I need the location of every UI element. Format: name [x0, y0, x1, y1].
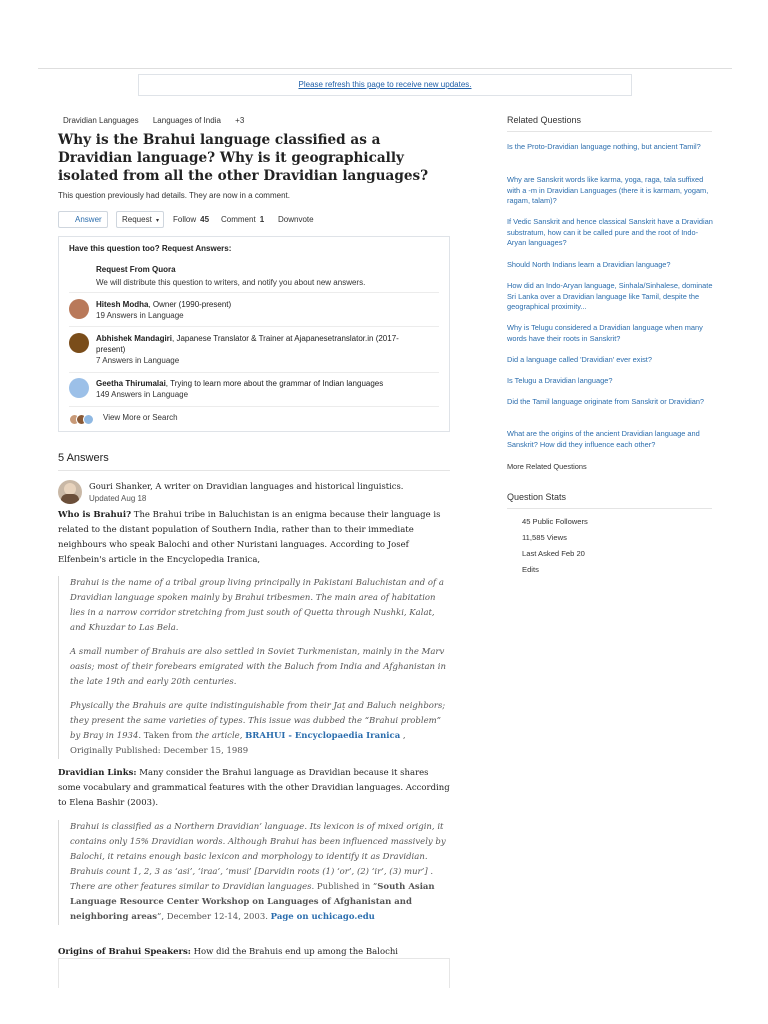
stat-last-asked: Last Asked Feb 20 — [522, 549, 585, 558]
answer-author[interactable]: Gouri Shanker, A writer on Dravidian languages and historical linguistics. — [89, 481, 404, 491]
request-from-quora-desc: We will distribute this question to writers, and notify you about new answers. — [96, 278, 366, 287]
avatar — [69, 333, 89, 353]
refresh-notice — [138, 74, 632, 96]
answer-button[interactable] — [58, 211, 108, 228]
quote-source-bold: South Asian Language Resource Center Workshop on Languages of Afghanistan and neighboring areas — [70, 882, 435, 922]
comment-button[interactable] — [221, 211, 264, 228]
avatar — [83, 414, 94, 425]
chevron-down-icon: ▾ — [156, 218, 160, 224]
related-question-link[interactable]: Is the Proto-Dravidian language nothing, but ancient Tamil? — [507, 142, 701, 151]
question-stats-heading: Question Stats — [507, 492, 567, 502]
answer-paragraph — [58, 508, 450, 568]
top-divider — [38, 68, 732, 69]
question-title: Why is the Brahui language classified as a Dravidian language? Why is it geographically isolated from all the other Dravidian languages? — [58, 132, 429, 184]
related-question-link[interactable]: Is Telugu a Dravidian language? — [507, 376, 613, 385]
answer-label: Answer — [75, 215, 102, 224]
quote-published: , Originally Published: December 15, 1989 — [70, 731, 406, 756]
stat-followers[interactable]: 45 Public Followers — [522, 517, 588, 526]
quote-text: Brahui is classified as a Northern Dravidian’ language. Its lexicon is of mixed origin, it contains only 15% Dravidian words. Although Brahui has been influenced massively by Balochi, it retains enough basic lexicon and morphology to identify it as Dravidian. Brahuis count 1, 2, 3 as ‘asi’, ‘iraa’, ‘musi’ [Darvidin roots (1) ‘or’, (2) ‘ir’, (3) mur’] . There are other features similar to Dravidian languages. — [70, 822, 446, 892]
view-more-link[interactable]: View More or Search — [103, 413, 178, 422]
paragraph-label: Origins of Brahui Speakers: — [58, 947, 191, 957]
question-note: This question previously had details. They are now in a comment. — [58, 191, 290, 200]
request-button[interactable] — [116, 211, 164, 228]
related-question-link[interactable]: Did the Tamil language originate from Sanskrit or Dravidian? — [507, 397, 705, 406]
divider — [69, 372, 439, 373]
uchicago-link[interactable]: Page on uchicago.edu — [270, 912, 375, 922]
request-box-title: Have this question too? Request Answers: — [69, 244, 232, 253]
divider — [58, 470, 450, 471]
related-question-link[interactable]: Did a language called 'Dravidian' ever exist? — [507, 355, 652, 364]
paragraph-text: How did the Brahuis end up among the Balochi — [190, 947, 399, 957]
follow-button[interactable] — [173, 211, 209, 228]
writer-answers: 7 Answers in Language — [96, 356, 180, 365]
topic-list — [63, 116, 256, 125]
more-related-questions-link[interactable]: More Related Questions — [507, 462, 587, 471]
quote-paragraph — [70, 820, 450, 925]
writer-credential: , Owner (1990-present) — [148, 300, 232, 309]
divider — [507, 131, 712, 132]
paragraph-label: Dravidian Links: — [58, 768, 137, 778]
writer-name: Abhishek Mandagiri — [96, 334, 173, 343]
writer-row[interactable] — [69, 299, 439, 323]
divider — [69, 292, 439, 293]
encyclopaedia-iranica-link[interactable]: BRAHUI - Encyclopaedia Iranica — [245, 731, 401, 741]
writer-credential: , Japanese Translator & Trainer at Ajapanesetranslator.in (2017-present) — [96, 334, 399, 354]
related-question-link[interactable]: Should North Indians learn a Dravidian language? — [507, 260, 671, 269]
writer-name: Geetha Thirumalai — [96, 379, 166, 388]
related-questions-heading: Related Questions — [507, 115, 582, 125]
writer-answers: 19 Answers in Language — [96, 311, 184, 320]
avatar — [69, 299, 89, 319]
related-question-link[interactable]: How did an Indo-Aryan language, Sinhala/Sinhalese, dominate Sri Lanka over a Dravidian language like Tamil, despite the geographical proximity... — [507, 281, 713, 311]
blockquote — [58, 820, 450, 925]
writer-credential: , Trying to learn more about the grammar of Indian languages — [165, 379, 384, 388]
downvote-button[interactable] — [278, 211, 314, 228]
downvote-label: Downvote — [278, 215, 314, 224]
refresh-link[interactable]: Please refresh this page to receive new updates. — [298, 80, 472, 89]
answer-paragraph — [58, 766, 450, 811]
answers-heading: 5 Answers — [58, 452, 109, 464]
quote-text: Physically the Brahuis are quite indistinguishable from their Jaṭ and Baluch neighbors; they present the same varieties of types. This issue was dubbed the “Brahui problem” by Bray in 1934. — [70, 701, 446, 741]
divider — [69, 406, 439, 407]
answer-collapse-box — [58, 958, 450, 988]
request-answers-box — [58, 236, 450, 432]
answer-updated: Updated Aug 18 — [89, 494, 147, 503]
related-question-link[interactable]: Why is Telugu considered a Dravidian language when many words have their roots in Sanskrit? — [507, 323, 703, 343]
quote-paragraph: Brahui is the name of a tribal group living principally in Pakistani Baluchistan and of a Dravidian language spoken mainly by Brahui tribesmen. The main area of habitation lies in a narrow corridor stretching from just south of Quetta through Nushki, Kalat, and Khuzdar to Las Bela. — [70, 578, 444, 633]
quote-paragraph: A small number of Brahuis are also settled in Soviet Turkmenistan, mainly in the Marv oasis; most of their forebears emigrated with the Baluch from India and Afghanistan in the late 19th and early 20th centuries. — [70, 647, 446, 687]
related-question-link[interactable]: If Vedic Sanskrit and hence classical Sanskrit have a Dravidian substratum, how can it be called pure and the root of Indo-Aryan languages? — [507, 217, 713, 247]
topic-dravidian-languages[interactable]: Dravidian Languages — [63, 116, 139, 125]
related-question-link[interactable]: What are the origins of the ancient Dravidian language and Sanskrit? How did they influence each other? — [507, 429, 700, 449]
view-more-row[interactable] — [69, 413, 178, 422]
quote-source: Taken from — [141, 731, 196, 741]
quote-paragraph — [70, 699, 450, 759]
writer-answers: 149 Answers in Language — [96, 390, 189, 399]
topic-languages-of-india[interactable]: Languages of India — [152, 116, 221, 125]
paragraph-text: The Brahui tribe in Baluchistan is an enigma because their language is related to the distant population of Southern India, rather than to their immediate neighbours who speak Balochi and other Nuristani languages. According to Josef Elfenbein's article in the Encyclopedia Iranica, — [58, 510, 441, 565]
writer-row[interactable] — [69, 333, 439, 369]
writer-row[interactable] — [69, 378, 439, 402]
writer-name: Hitesh Modha — [96, 300, 149, 309]
topic-more[interactable]: +3 — [235, 116, 245, 125]
avatar — [69, 378, 89, 398]
request-from-quora[interactable]: Request From Quora — [96, 265, 176, 274]
paragraph-text: Many consider the Brahui language as Dravidian because it shares some vocabulary and grammatical features with the other Dravidian languages. According to Elena Bashir (2003). — [58, 768, 450, 808]
blockquote — [58, 576, 450, 759]
quote-source-em: the article, — [195, 731, 246, 741]
comment-label: Comment — [221, 215, 256, 224]
stat-views: 11,585 Views — [522, 533, 567, 542]
answer-paragraph — [58, 945, 450, 959]
paragraph-label: Who is Brahui? — [58, 510, 132, 520]
follow-label: Follow — [173, 215, 197, 224]
divider — [69, 326, 439, 327]
follow-count: 45 — [200, 215, 210, 224]
request-label: Request — [122, 215, 152, 224]
divider — [507, 508, 712, 509]
comment-count: 1 — [259, 215, 265, 224]
quote-date: ”, December 12-14, 2003. — [157, 912, 271, 922]
related-question-link[interactable]: Why are Sanskrit words like karma, yoga, raga, tala suffixed with a -m in Dravidian Languages (there it is karmam, yogam, ragam, talam)? — [507, 175, 709, 205]
avatar-body — [61, 494, 79, 504]
stat-edits[interactable]: Edits — [522, 565, 539, 574]
quote-published: Published in ” — [314, 882, 378, 892]
avatar[interactable] — [58, 480, 82, 504]
